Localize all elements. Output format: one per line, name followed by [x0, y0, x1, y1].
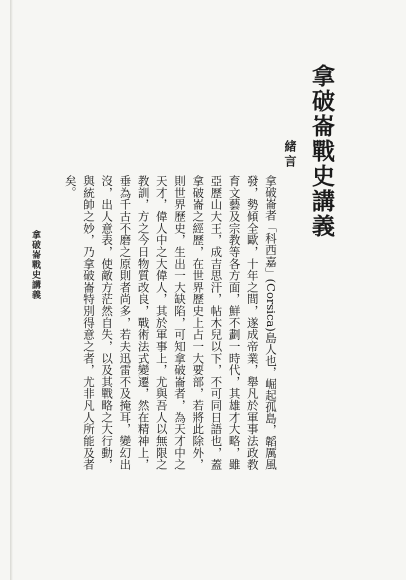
- page-gutter-shadow: [10, 0, 13, 580]
- body-text: [60, 175, 280, 470]
- paragraph-1: 拿破崙者「科西嘉」(Corsica)島人也，崛起孤島，韜厲風發，勢傾全歐，十年之間，遂成帝業，舉凡於軍事法政教育文藝及宗教等各方面，鮮不劃一時代，其雄才大略，雖亞歷山大王，成吉思汗，帖木兒以下，不可同日語也，蓋拿破崙之經歷，在世界歷史上占一大要部，若將此除外，則世界歷史，生出一大缺陷，可知拿破崙者，為天才中之天才，偉人中之大偉人，其於軍事上，尤與吾人以無限之教訓，方之今日物質改良，戰術法式變遷，然在精神上，垂為千古不磨之原則者尚多，若夫迅雷不及掩耳，變幻出沒，出人意表，使敵方茫然自失，以及其戰略之大行動，與統帥之妙，乃拿破崙特別得意之者，尤非凡人所能及者矣。: [63, 175, 278, 470]
- paragraph-2: [60, 175, 62, 470]
- running-head: 拿破崙戰史講義: [30, 230, 40, 300]
- book-title: 拿破崙戰史講義: [308, 64, 335, 239]
- section-heading: 緒言: [283, 140, 297, 170]
